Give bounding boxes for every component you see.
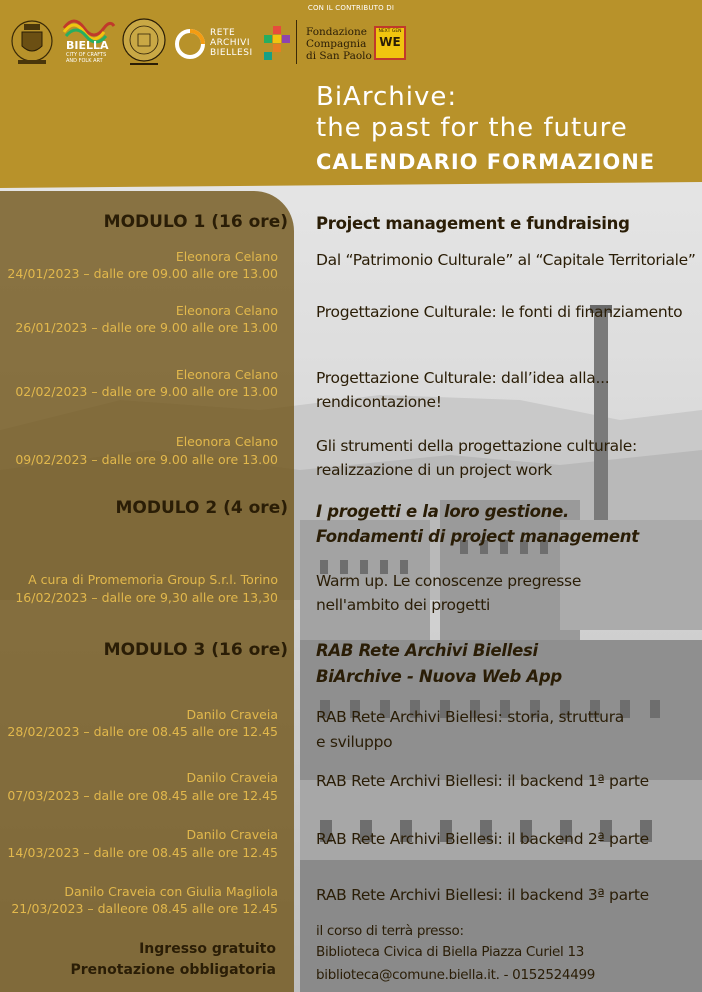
main-title: BiArchive:: [316, 82, 458, 112]
session-5-date: 16/02/2023 – dalle ore 9,30 alle ore 13,30: [15, 590, 278, 605]
free-entry-label: Ingresso gratuito: [139, 941, 276, 957]
logo-divider: [296, 20, 297, 64]
topic-4-line1: Gli strumenti della progettazione culturale:: [316, 437, 637, 455]
topic-6-line1: RAB Rete Archivi Biellesi: storia, struttura: [316, 708, 624, 726]
session-9-date: 21/03/2023 – dalleore 08.45 alle ore 12.45: [11, 901, 278, 916]
module-3-title-line1: RAB Rete Archivi Biellesi: [316, 641, 538, 660]
topic-6-line2: e sviluppo: [316, 733, 393, 751]
session-6-date: 28/02/2023 – dalle ore 08.45 alle ore 12.45: [7, 724, 278, 739]
module-2-title-line1: I progetti e la loro gestione.: [316, 502, 569, 521]
calendar-heading: CALENDARIO FORMAZIONE: [316, 150, 656, 174]
header-band: [0, 0, 702, 182]
topic-4-line2: realizzazione di un project work: [316, 461, 552, 479]
nextgen-we-logo: NEXT GEN WE: [374, 26, 406, 60]
module-3-heading: MODULO 3 (16 ore): [103, 640, 288, 660]
fondazione-squares-icon: [264, 26, 290, 60]
city-crest-logo: [10, 14, 54, 68]
module-1-title: Project management e fundraising: [316, 214, 630, 233]
session-4-teacher: Eleonora Celano: [175, 434, 278, 449]
topic-2: Progettazione Culturale: le fonti di finanziamento: [316, 303, 683, 321]
session-3-date: 02/02/2023 – dalle ore 9.00 alle ore 13.00: [15, 384, 278, 399]
session-4-date: 09/02/2023 – dalle ore 9.00 alle ore 13.00: [15, 452, 278, 467]
booking-required-label: Prenotazione obbligatoria: [70, 962, 276, 978]
module-2-title-line2: Fondamenti di project management: [316, 527, 639, 546]
session-7-date: 07/03/2023 – dalle ore 08.45 alle ore 12.45: [7, 788, 278, 803]
contribution-label: CON IL CONTRIBUTO DI: [307, 4, 395, 12]
session-1-teacher: Eleonora Celano: [175, 249, 278, 264]
session-3-teacher: Eleonora Celano: [175, 367, 278, 382]
topic-1: Dal “Patrimonio Culturale” al “Capitale Territoriale”: [316, 251, 696, 269]
module-2-heading: MODULO 2 (4 ore): [115, 498, 288, 518]
topic-5-line1: Warm up. Le conoscenze pregresse: [316, 572, 582, 590]
session-7-teacher: Danilo Craveia: [186, 770, 278, 785]
module-3-title-line2: BiArchive - Nuova Web App: [316, 667, 562, 686]
sponsor-logos: [10, 14, 410, 70]
session-2-date: 26/01/2023 – dalle ore 9.00 alle ore 13.00: [15, 320, 278, 335]
session-5-teacher: A cura di Promemoria Group S.r.l. Torino: [28, 572, 278, 587]
venue-contacts: biblioteca@comune.biella.it. - 0152524499: [316, 967, 596, 983]
biella-logo-subtext: CITY OF CRAFTS AND FOLK ART: [66, 52, 107, 64]
topic-7: RAB Rete Archivi Biellesi: il backend 1ª parte: [316, 772, 649, 790]
session-6-teacher: Danilo Craveia: [186, 707, 278, 722]
main-subtitle: the past for the future: [316, 113, 628, 143]
module-1-heading: MODULO 1 (16 ore): [103, 212, 288, 232]
session-9-teacher: Danilo Craveia con Giulia Magliola: [64, 884, 278, 899]
library-seal-logo: [120, 16, 168, 66]
venue-intro: il corso di terrà presso:: [316, 923, 464, 939]
topic-9: RAB Rete Archivi Biellesi: il backend 3ª parte: [316, 886, 649, 904]
session-2-teacher: Eleonora Celano: [175, 303, 278, 318]
topic-5-line2: nell'ambito dei progetti: [316, 596, 491, 614]
fondazione-logo-text: Fondazione Compagnia di San Paolo: [306, 26, 372, 62]
biella-logo-text: BIELLA: [66, 39, 109, 52]
session-1-date: 24/01/2023 – dalle ore 09.00 alle ore 13.00: [7, 266, 278, 281]
topic-3-line1: Progettazione Culturale: dall’idea alla...: [316, 369, 610, 387]
topic-8: RAB Rete Archivi Biellesi: il backend 2ª parte: [316, 830, 649, 848]
topic-3-line2: rendicontazione!: [316, 393, 442, 411]
rete-archivi-logo-icon: [174, 28, 206, 60]
rete-archivi-logo-text: RETE ARCHIVI BIELLESI: [210, 28, 253, 58]
session-8-teacher: Danilo Craveia: [186, 827, 278, 842]
session-8-date: 14/03/2023 – dalle ore 08.45 alle ore 12.45: [7, 845, 278, 860]
venue-address: Biblioteca Civica di Biella Piazza Curiel 13: [316, 944, 585, 960]
